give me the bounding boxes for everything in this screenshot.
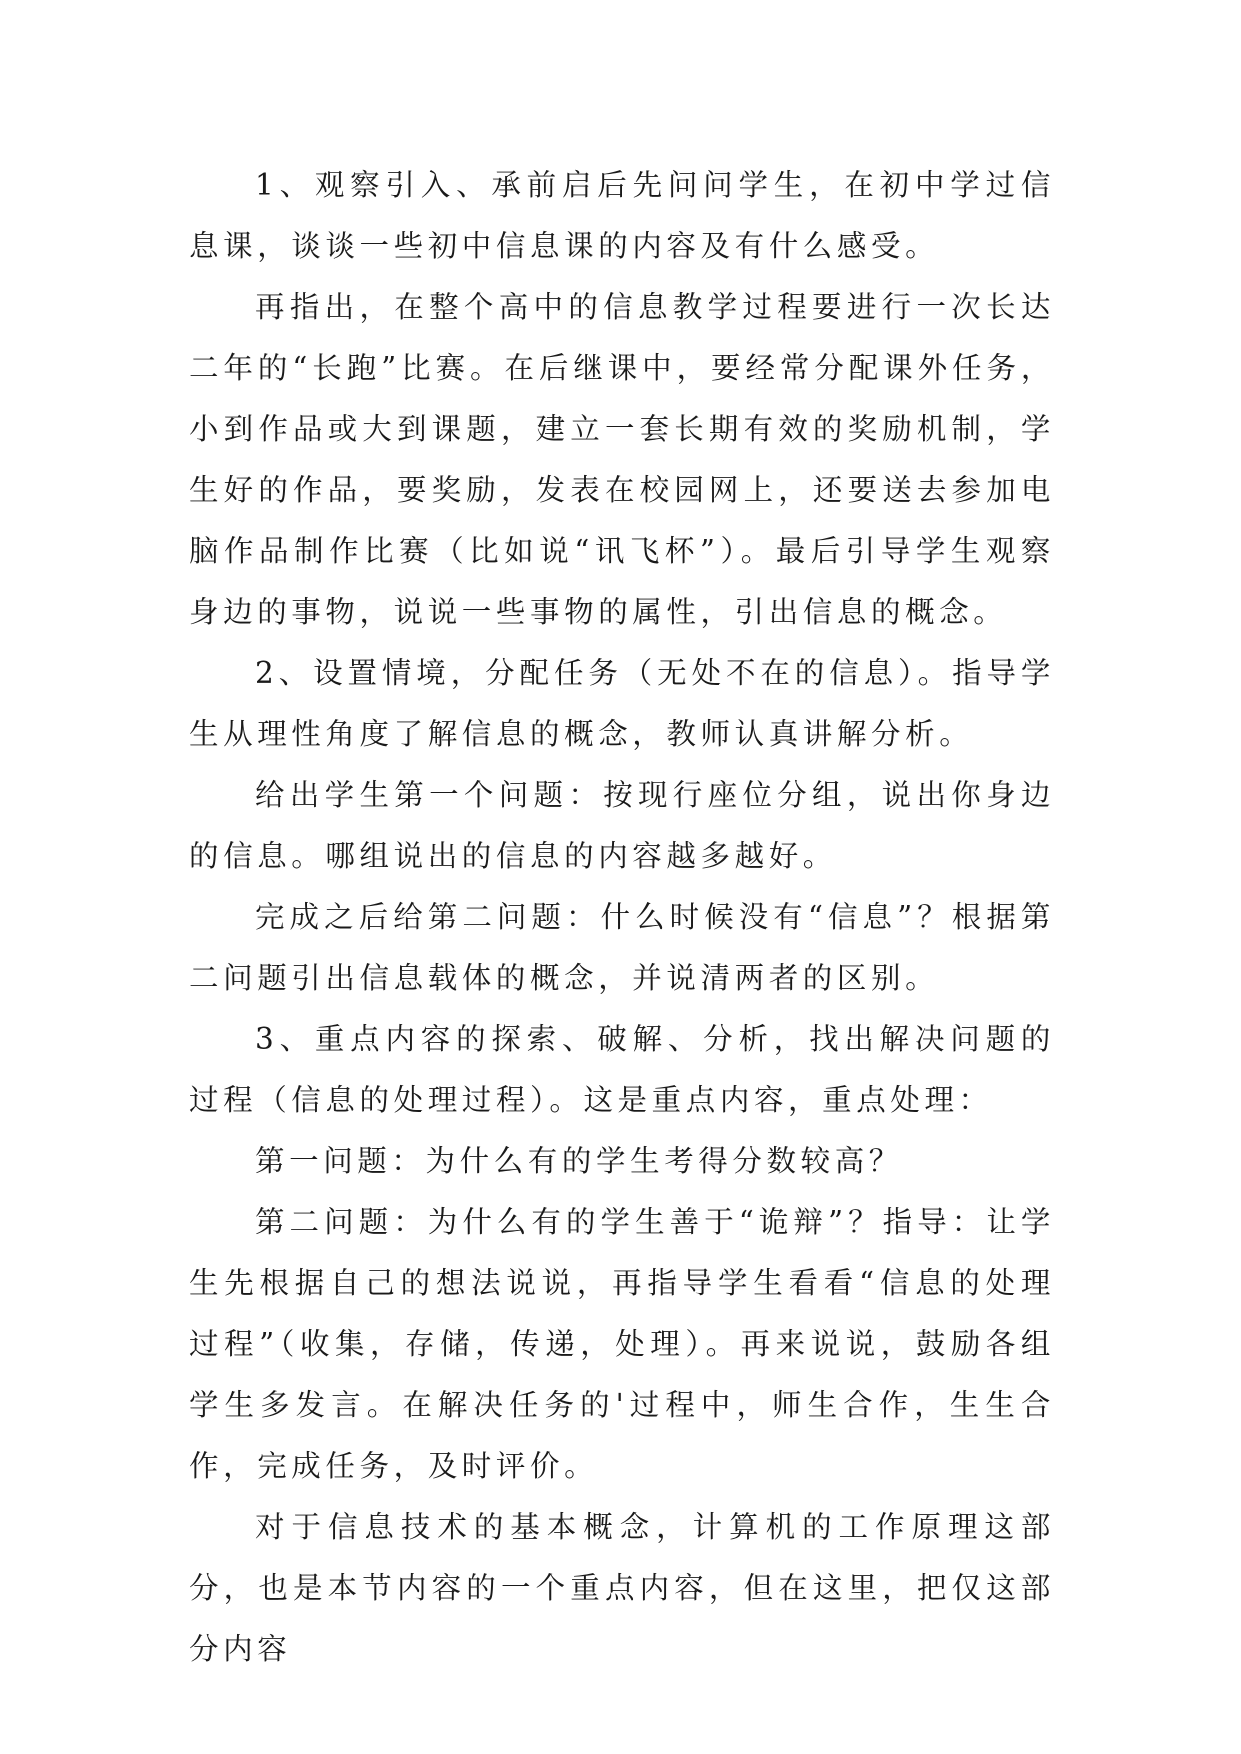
document-page: [189, 155, 1055, 1680]
paragraph-step-2-situation: 2、设置情境，分配任务（无处不在的信息）。指导学生从理性角度了解信息的概念，教师认真讲解分析。: [189, 656, 1055, 751]
paragraph-step-3-key-content: 3、重点内容的探索、破解、分析，找出解决问题的过程（信息的处理过程）。这是重点内容，重点处理：: [189, 1022, 1055, 1117]
paragraph-first-question: 给出学生第一个问题：按现行座位分组，说出你身边的信息。哪组说出的信息的内容越多越好。: [189, 778, 1055, 873]
paragraph-second-question: 完成之后给第二问题：什么时候没有“信息”？根据第二问题引出信息载体的概念，并说清两者的区别。: [189, 900, 1055, 995]
paragraph-long-run-competition: 再指出，在整个高中的信息教学过程要进行一次长达二年的“长跑”比赛。在后继课中，要经常分配课外任务，小到作品或大到课题，建立一套长期有效的奖励机制，学生好的作品，要奖励，发表在校园网上，还要送去参加电脑作品制作比赛（比如说“讯飞杯”）。最后引导学生观察身边的事物，说说一些事物的属性，引出信息的概念。: [189, 290, 1055, 629]
paragraph-intro-step-1: 1、观察引入、承前启后先问问学生，在初中学过信息课，谈谈一些初中信息课的内容及有什么感受。: [189, 168, 1055, 263]
paragraph-problem-two: 第二问题：为什么有的学生善于“诡辩”？指导：让学生先根据自己的想法说说，再指导学生看看“信息的处理过程”（收集，存储，传递，处理）。再来说说，鼓励各组学生多发言。在解决任务的'过程中，师生合作，生生合作，完成任务，及时评价。: [189, 1205, 1055, 1483]
paragraph-basic-concepts: 对于信息技术的基本概念，计算机的工作原理这部分，也是本节内容的一个重点内容，但在这里，把仅这部分内容: [189, 1510, 1055, 1666]
paragraph-problem-one: 第一问题：为什么有的学生考得分数较高？: [255, 1144, 903, 1178]
